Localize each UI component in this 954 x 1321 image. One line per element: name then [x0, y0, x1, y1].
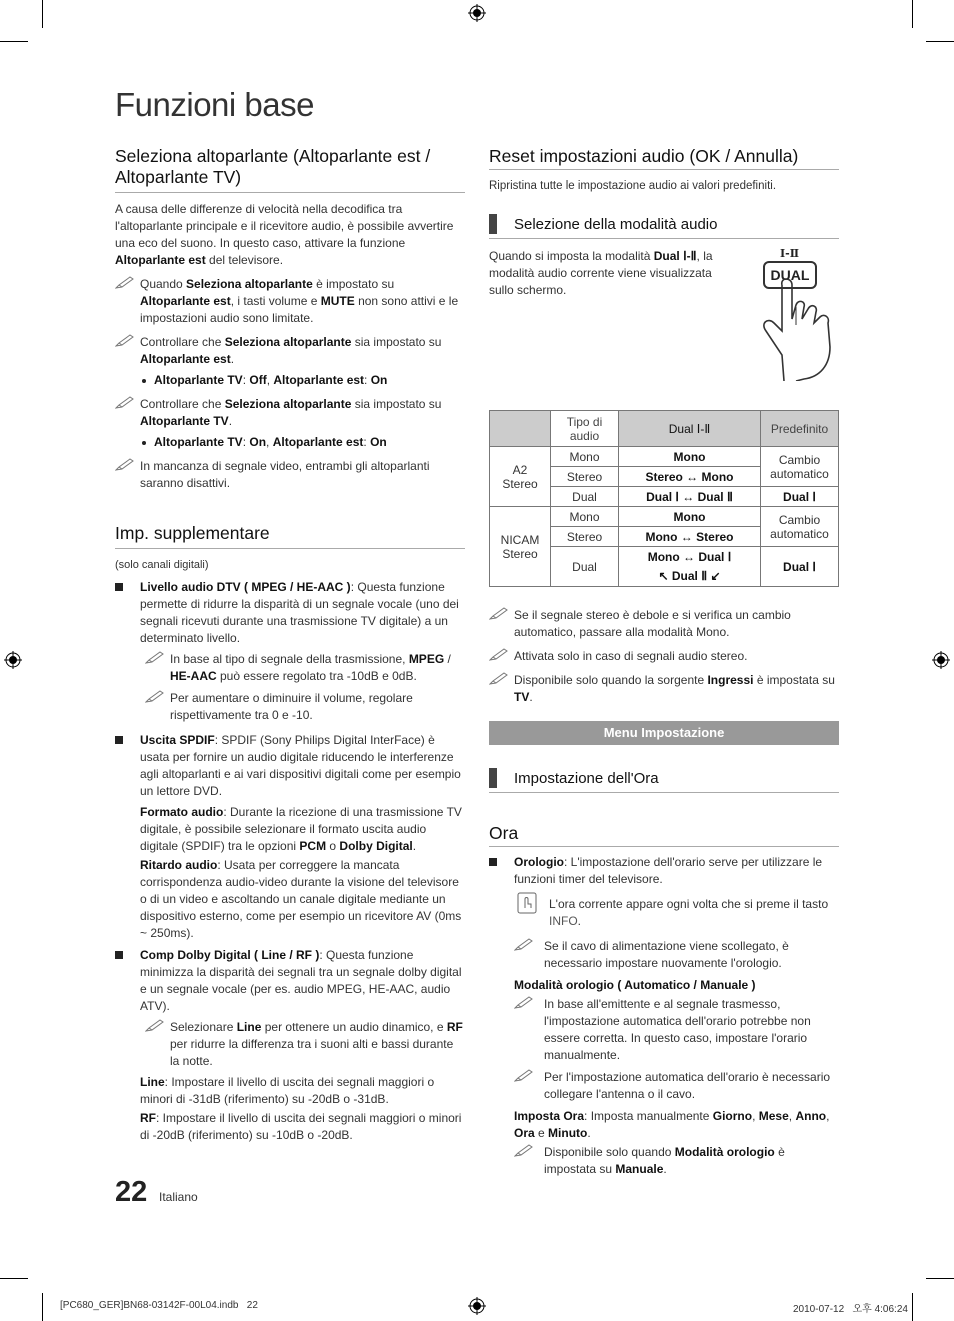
list-item: Livello audio DTV ( MPEG / HE-AAC ): Questa funzione permette di ridurre la disparità di un segnale vocale (uno dei segnali ricevuti durante una trasmissione TV digitale) a un determinato livello. [115, 579, 465, 647]
pencil-note-icon [514, 938, 534, 952]
audio-mode-table [489, 410, 839, 587]
crop-mark [926, 1278, 954, 1279]
table-cell: Cambio automatico [761, 447, 839, 487]
note: Controllare che Seleziona altoparlante sia impostato su Altoparlante est. [115, 334, 465, 368]
paragraph: Ritardo audio: Usata per correggere la mancata corrispondenza audio-video durante la visione del televisore o di un video e ascoltando un canale digitale mediante un dispositivo esterno, come per esempio un ricevitore AV (0ms ~ 250ms). [140, 858, 462, 940]
pencil-note-icon [514, 996, 534, 1010]
table-cell: Mono [619, 507, 761, 527]
paragraph: A causa delle differenze di velocità nella decodifica tra l'altoparlante principale e il ricevitore audio, è possibile avvertire una eco del suono. In questo caso, attivare la funzione Altoparlante est del televisore. [115, 202, 454, 267]
note: In base al tipo di segnale della trasmissione, MPEG / HE-AAC può essere regolato tra -10dB e 0dB. [145, 651, 465, 685]
list-item: Comp Dolby Digital ( Line / RF ): Questa funzione minimizza la disparità dei segnali tra un segnale dolby digital e un segnale vocale (per es. audio MPEG, HE-AAC, audio ATV). [115, 947, 465, 1015]
pencil-note-icon [145, 651, 165, 665]
crop-mark [0, 1278, 28, 1279]
note: Disponibile solo quando la sorgente Ingressi è impostata su TV. [489, 672, 839, 706]
table-header: Predefinito [761, 411, 839, 447]
note: Se il segnale stereo è debole e si verifica un cambio automatico, passare alla modalità Mono. [489, 607, 839, 641]
list-item: Altoparlante TV: On, Altoparlante est: On [140, 434, 465, 451]
table-cell-line: Mono ↔ Dual Ⅰ [647, 549, 732, 564]
right-column-lower [489, 767, 839, 1178]
remote-label: Ⅰ-Ⅱ [780, 247, 799, 260]
table-cell: Mono [551, 447, 619, 467]
table-group: A2 Stereo [490, 447, 551, 507]
crop-mark [912, 1293, 913, 1321]
registration-mark-icon [4, 651, 22, 669]
bullet-square-icon [115, 736, 123, 744]
table-cell: Stereo ↔ Mono [619, 467, 761, 487]
note: Controllare che Seleziona altoparlante sia impostato su Altoparlante TV. [115, 396, 465, 430]
crop-mark [926, 41, 954, 42]
pencil-note-icon [489, 672, 509, 686]
table-cell: Dual [551, 487, 619, 507]
table-cell: Mono ↔ Stereo [619, 527, 761, 547]
registration-mark-icon [468, 4, 486, 22]
page-title: Funzioni base [115, 86, 314, 123]
paragraph: Line: Impostare il livello di uscita dei segnali maggiori o minori di -31dB (riferimento) su -20dB o -31dB. [140, 1075, 435, 1106]
crop-mark [0, 41, 28, 42]
bullet-square-icon [115, 583, 123, 591]
table-cell: Stereo [551, 527, 619, 547]
paragraph: Quando si imposta la modalità Dual Ⅰ-Ⅱ, la modalità audio corrente viene visualizzata sullo schermo. [489, 249, 713, 297]
subsection-title-time-setup: Impostazione dell'Ora [489, 767, 839, 793]
note: In base all'emittente e al segnale trasmesso, l'impostazione automatica dell'orario potrebbe non essere corretta. In questo caso, impostare l'orario manualmente. [514, 996, 839, 1064]
table-cell: Mono [619, 447, 761, 467]
table-cell: Dual [551, 547, 619, 587]
pencil-note-icon [514, 1144, 534, 1158]
section-title-reset-audio: Reset impostazioni audio (OK / Annulla) [489, 146, 839, 170]
hand-pointing-icon [758, 247, 842, 381]
table-cell: Dual Ⅰ [761, 487, 839, 507]
table-cell: Dual Ⅰ [761, 547, 839, 587]
remote-dual-illustration [758, 247, 842, 381]
table-cell [619, 547, 761, 587]
table-cell: Dual Ⅰ ↔ Dual Ⅱ [619, 487, 761, 507]
table-cell: Mono [551, 507, 619, 527]
paragraph: RF: Impostare il livello di uscita dei segnali maggiori o minori di -20dB (riferimento) su -10dB o -20dB. [140, 1111, 462, 1142]
subsection-title-audio-mode: Selezione della modalità audio [489, 213, 839, 239]
pencil-note-icon [489, 607, 509, 621]
pencil-note-icon [514, 1069, 534, 1083]
dual-button: DUAL [763, 261, 817, 289]
table-header: Dual Ⅰ-Ⅱ [619, 411, 761, 447]
note: Disponibile solo quando Modalità orologio è impostata su Manuale. [514, 1144, 839, 1178]
bullet-square-icon [489, 858, 497, 866]
note: Se il cavo di alimentazione viene scollegato, è necessario impostare nuovamente l'orologio. [514, 938, 839, 972]
pencil-note-icon [115, 334, 135, 348]
note: Attivata solo in caso di segnali audio stereo. [489, 648, 839, 665]
table-cell: Cambio automatico [761, 507, 839, 547]
section-title-speaker-select: Seleziona altoparlante (Altoparlante est / Altoparlante TV) [115, 146, 465, 193]
subtitle: (solo canali digitali) [115, 559, 209, 571]
table-cell: Stereo [551, 467, 619, 487]
pencil-note-icon [115, 276, 135, 290]
bullet-square-icon [115, 951, 123, 959]
registration-mark-icon [468, 1297, 486, 1315]
note: L'ora corrente appare ogni volta che si preme il tasto INFO. [514, 896, 839, 930]
remote-info-icon [517, 892, 537, 914]
crop-mark [42, 0, 43, 28]
paragraph: Ripristina tutte le impostazione audio ai valori predefiniti. [489, 180, 777, 192]
crop-mark [42, 1293, 43, 1321]
table-notes [489, 607, 839, 706]
note: Per aumentare o diminuire il volume, regolare rispettivamente tra 0 e -10. [145, 690, 465, 724]
print-footer-left: [PC680_GER]BN68-03142F-00L04.indb 22 [60, 1300, 258, 1311]
pencil-note-icon [115, 458, 135, 472]
page-number: 22 [115, 1176, 148, 1208]
left-column [115, 146, 465, 1144]
registration-mark-icon [932, 651, 950, 669]
note: Quando Seleziona altoparlante è impostato su Altoparlante est, i tasti volume e MUTE non sono attivi e le impostazioni audio sono limitate. [115, 276, 465, 327]
table-header: Tipo di audio [551, 411, 619, 447]
list-item: Uscita SPDIF: SPDIF (Sony Philips Digital InterFace) è usata per fornire un audio digitale riducendo le interferenze agli altoparlanti e ai vari dispositivi digitali come per esempio un lettore DVD. [115, 732, 465, 800]
print-footer-right: 2010-07-12 오후 4:06:24 [793, 1304, 908, 1315]
page-language: Italiano [159, 1190, 198, 1204]
pencil-note-icon [489, 648, 509, 662]
pencil-note-icon [115, 396, 135, 410]
table-group: NICAM Stereo [490, 507, 551, 587]
table-cell-line: ↖ Dual Ⅱ ↙ [658, 568, 721, 583]
pencil-note-icon [145, 690, 165, 704]
menu-bar-setup: Menu Impostazione [489, 721, 839, 745]
note: Selezionare Line per ottenere un audio dinamico, e RF per ridurre la differenza tra i suoni alti e bassi durante la notte. [145, 1019, 465, 1070]
paragraph: Modalità orologio ( Automatico / Manuale ) [514, 978, 756, 992]
list-item: Altoparlante TV: Off, Altoparlante est: On [140, 372, 465, 389]
paragraph: Imposta Ora: Imposta manualmente Giorno, Mese, Anno, Ora e Minuto. [514, 1109, 830, 1140]
section-title-time: Ora [489, 823, 839, 847]
list-item: Orologio: L'impostazione dell'orario serve per utilizzare le funzioni timer del televisore. [489, 854, 839, 888]
note: In mancanza di segnale video, entrambi gli altoparlanti saranno disattivi. [115, 458, 465, 492]
section-title-extra-settings: Imp. supplementare [115, 523, 465, 549]
paragraph: Formato audio: Durante la ricezione di una trasmissione TV digitale, è possibile selezionare il formato uscita audio digitale (SPDIF) tra le opzioni PCM o Dolby Digital. [140, 805, 462, 853]
pencil-note-icon [145, 1019, 165, 1033]
crop-mark [912, 0, 913, 28]
table-header [490, 411, 551, 447]
note: Per l'impostazione automatica dell'orario è necessario collegare l'antenna o il cavo. [514, 1069, 839, 1103]
